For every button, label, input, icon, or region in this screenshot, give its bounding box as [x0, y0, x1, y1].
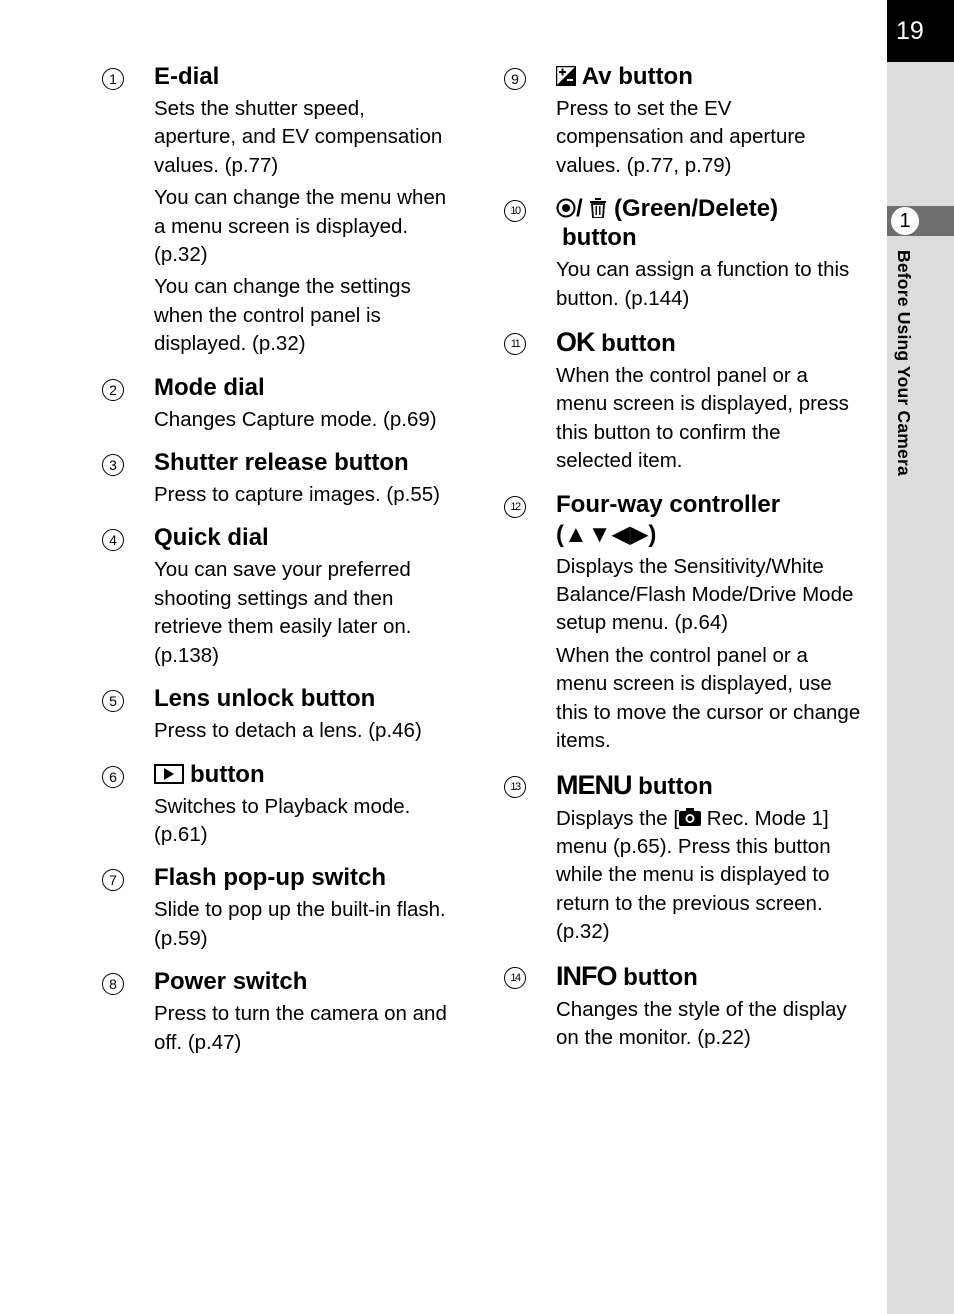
list-item-flash-popup	[100, 863, 450, 953]
ok-glyph: OK	[556, 327, 595, 358]
item-number: 8	[102, 973, 124, 995]
item-number: 14	[504, 967, 526, 989]
list-item-quick-dial	[100, 523, 450, 670]
chapter-number: 1	[890, 206, 920, 236]
item-desc: Press to capture images. (p.55)	[154, 483, 440, 507]
item-title: Mode dial	[154, 373, 265, 401]
item-number: 3	[102, 454, 124, 476]
item-number: 4	[102, 529, 124, 551]
item-title: button	[638, 772, 713, 800]
list-item-four-way-controller	[502, 490, 862, 756]
item-number: 2	[102, 379, 124, 401]
item-number: 10	[504, 200, 526, 222]
list-item-ev-av-button	[502, 62, 862, 180]
item-title: button	[601, 330, 676, 358]
item-title-row	[556, 62, 862, 92]
item-number: 9	[504, 68, 526, 90]
list-item-green-delete	[502, 194, 862, 313]
av-glyph: Av	[581, 63, 612, 90]
desc-pre: Displays the [	[556, 806, 680, 830]
list-item-playback-button	[100, 760, 450, 850]
left-column	[100, 62, 450, 1071]
list-item-shutter-release	[100, 448, 450, 509]
item-title: Power switch	[154, 968, 308, 996]
item-number: 12	[504, 496, 526, 518]
item-title: button	[623, 963, 698, 991]
list-item-e-dial	[100, 62, 450, 359]
list-item-menu-button	[502, 770, 862, 947]
item-desc: Sets the shutter speed, aperture, and EV compensation values. (p.77)	[154, 97, 443, 177]
green-button-icon	[556, 198, 576, 218]
item-title: Flash pop-up switch	[154, 864, 386, 892]
item-desc: Slide to pop up the built-in flash. (p.59)	[154, 898, 446, 950]
item-desc: Press to turn the camera on and off. (p.47)	[154, 1002, 447, 1054]
item-desc	[556, 805, 862, 947]
item-number: 7	[102, 869, 124, 891]
desc-post: Rec. Mode 1] menu (p.65). Press this button while the menu is displayed to return to the previous screen. (p.32)	[556, 806, 831, 944]
menu-glyph: MENU	[556, 769, 632, 800]
item-desc: Changes Capture mode. (p.69)	[154, 407, 437, 431]
item-desc: Displays the Sensitivity/White Balance/Flash Mode/Drive Mode setup menu. (p.64)	[556, 554, 854, 635]
item-title: Quick dial	[154, 524, 269, 552]
item-desc: You can assign a function to this button. (p.144)	[556, 258, 850, 310]
item-title: E-dial	[154, 63, 220, 90]
list-item-lens-unlock	[100, 684, 450, 745]
item-title: Four-way controller	[556, 490, 781, 518]
item-desc: You can save your preferred shooting settings and then retrieve them easily later on. (p.138)	[154, 558, 412, 667]
item-title: Lens unlock button	[154, 685, 376, 713]
item-title-line2: (▲▼◀▶)	[556, 520, 657, 548]
trash-icon	[589, 198, 607, 218]
item-title-row	[556, 770, 862, 802]
sidebar-strip	[887, 0, 954, 1314]
slash: /	[576, 195, 583, 223]
item-desc: When the control panel or a menu screen is displayed, press this button to confirm the selected item.	[556, 364, 849, 473]
item-number: 1	[102, 68, 124, 90]
info-glyph: INFO	[556, 960, 617, 991]
item-desc: Changes the style of the display on the monitor. (p.22)	[556, 997, 847, 1049]
item-number: 13	[504, 776, 526, 798]
item-title-row	[556, 194, 862, 224]
playback-icon	[154, 764, 184, 784]
item-title-line2: button	[562, 224, 637, 252]
ev-compensation-icon	[556, 66, 576, 86]
list-item-power-switch	[100, 967, 450, 1057]
item-title: button	[618, 63, 693, 90]
right-column	[502, 62, 862, 1066]
list-item-info-button	[502, 961, 862, 1053]
item-title: Shutter release button	[154, 449, 409, 477]
item-desc: When the control panel or a menu screen is displayed, use this to move the cursor or change items.	[556, 643, 861, 753]
item-desc: Press to detach a lens. (p.46)	[154, 719, 422, 743]
item-desc: You can change the settings when the control panel is displayed. (p.32)	[154, 275, 411, 356]
item-number: 5	[102, 690, 124, 712]
list-item-ok-button	[502, 327, 862, 476]
item-desc: Press to set the EV compensation and aperture values. (p.77, p.79)	[556, 97, 806, 177]
item-title: (Green/Delete)	[614, 195, 779, 223]
page-number: 19	[887, 0, 954, 62]
list-item-mode-dial	[100, 373, 450, 434]
camera-icon	[679, 808, 701, 826]
item-number: 6	[102, 766, 124, 788]
item-title-row	[556, 327, 862, 359]
item-title: button	[190, 760, 265, 788]
chapter-title: Before Using Your Camera	[894, 250, 914, 476]
item-desc: Switches to Playback mode. (p.61)	[154, 794, 411, 846]
item-title-row	[556, 961, 862, 993]
item-number: 11	[504, 333, 526, 355]
item-desc: You can change the menu when a menu screen is displayed. (p.32)	[154, 186, 447, 267]
item-title-row	[154, 760, 450, 790]
